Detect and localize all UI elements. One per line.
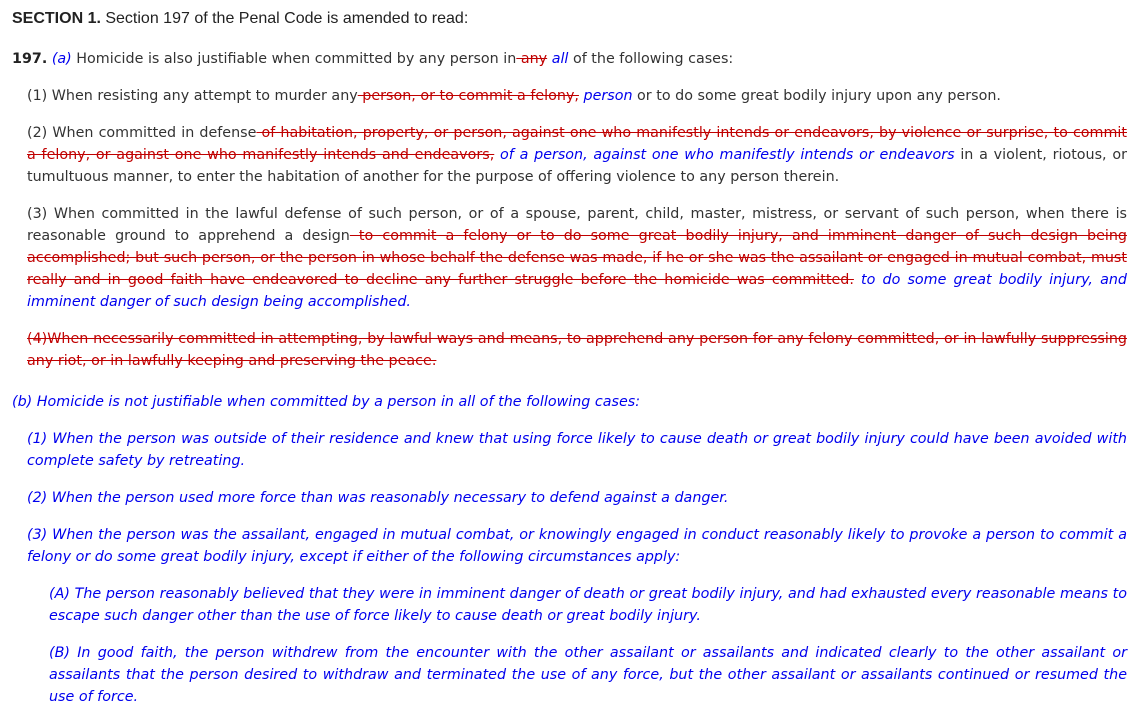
statute-text-segment: Homicide is also justifiable when committed by any person in xyxy=(71,51,517,67)
statute-paragraph xyxy=(27,487,1127,509)
inserted-text: to do some great bodily injury, and imminent danger of such design being accomplished. xyxy=(27,272,1127,310)
inserted-text: (a) xyxy=(51,51,72,67)
statute-paragraph xyxy=(49,583,1127,627)
inserted-text: person xyxy=(583,88,633,104)
statute-text-segment: (1) When resisting any attempt to murder any xyxy=(27,88,358,104)
statute-paragraph xyxy=(27,85,1127,107)
deleted-text: of habitation, property, or person, against one who manifestly intends or endeavors, by violence or surprise, to commit a felony, or against one who manifestly intends and endeavors, xyxy=(27,125,1127,163)
statute-text-segment: in a violent, riotous, or tumultuous manner, to enter the habitation of another for the purpose of offering violence to any person therein. xyxy=(27,147,1127,185)
statute-text-segment: or to do some great bodily injury upon any person. xyxy=(632,88,1001,104)
inserted-text: of a person, against one who manifestly intends or endeavors xyxy=(500,147,955,163)
statute-paragraph xyxy=(12,48,1127,70)
statute-paragraph xyxy=(27,122,1127,188)
deleted-text: to commit a felony or to do some great bodily injury, and imminent danger of such design being accomplished; but such person, or the person in whose behalf the defense was made, if he or she was the assailant or engaged in mutual combat, must really and in good faith have endeavored to decline any further struggle before the homicide was committed. xyxy=(27,228,1127,288)
inserted-text: (1) When the person was outside of their residence and knew that using force likely to cause death or great bodily injury could have been avoided with complete safety by retreating. xyxy=(27,431,1127,469)
statute-paragraph xyxy=(27,428,1127,472)
section-heading xyxy=(12,10,1127,28)
statute-text-segment: (2) When committed in defense xyxy=(27,125,257,141)
inserted-text: (b) Homicide is not justifiable when committed by a person in all of the following cases: xyxy=(12,394,641,410)
section-number: 197. xyxy=(12,51,48,67)
inserted-text: (A) The person reasonably believed that they were in imminent danger of death or great bodily injury, and had exhausted every reasonable means to escape such danger other than the use of force likely to cause death or great bodily injury. xyxy=(49,586,1127,624)
statute-paragraph xyxy=(27,328,1127,372)
inserted-text: (3) When the person was the assailant, engaged in mutual combat, or knowingly engaged in conduct reasonably likely to provoke a person to commit a felony or do some great bodily injury, except if either of the following circumstances apply: xyxy=(27,527,1127,565)
deleted-text: person, or to commit a felony, xyxy=(357,88,579,104)
section-label: SECTION 1. xyxy=(12,10,101,27)
statute-text-segment: (3) When committed in the lawful defense of such person, or of a spouse, parent, child, master, mistress, or servant of such person, when there is reasonable ground to apprehend a design xyxy=(27,206,1127,244)
section-text: Section 197 of the Penal Code is amended to read: xyxy=(105,10,469,27)
statute-paragraph xyxy=(27,203,1127,313)
inserted-text: all xyxy=(551,51,569,67)
inserted-text: (2) When the person used more force than was reasonably necessary to defend against a danger. xyxy=(27,490,729,506)
statute-text-segment: of the following cases: xyxy=(568,51,734,67)
statute-paragraph xyxy=(27,524,1127,568)
statute-paragraph xyxy=(49,642,1127,708)
deleted-text: any xyxy=(516,51,548,67)
statute-text xyxy=(12,48,1127,708)
deleted-text: (4)When necessarily committed in attempting, by lawful ways and means, to apprehend any person for any felony committed, or in lawfully suppressing any riot, or in lawfully keeping and preserving the peace. xyxy=(27,331,1127,369)
statute-text-segment xyxy=(854,272,861,288)
inserted-text: (B) In good faith, the person withdrew from the encounter with the other assailant or assailants and indicated clearly to the other assailant or assailants that the person desired to withdraw and terminated the use of any force, but the other assailant or assailants continued or resumed the use of force. xyxy=(49,645,1127,705)
statute-paragraph xyxy=(12,391,1127,413)
